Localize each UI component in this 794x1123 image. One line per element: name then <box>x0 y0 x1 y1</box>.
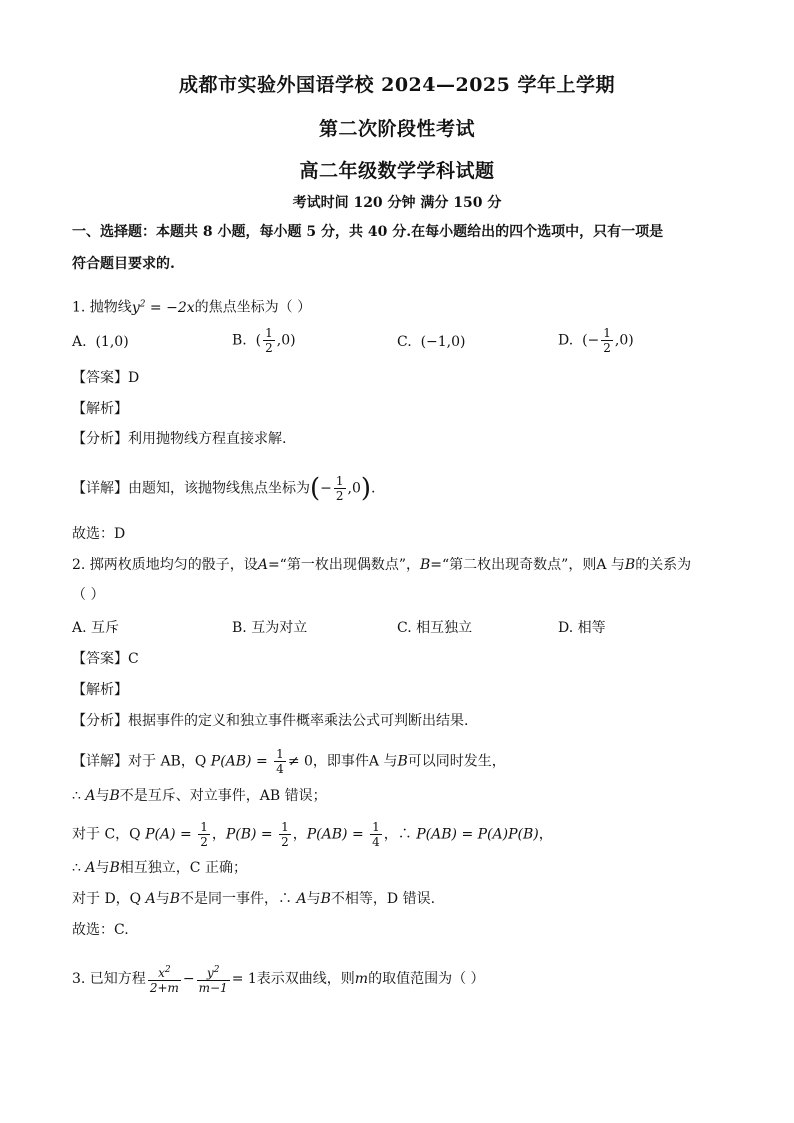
q3-frac-y: $\frac{y^2}{m-1}$ <box>198 965 228 995</box>
q1-option-d: D. (− $\frac{1}{2}$ ,0) <box>558 326 634 355</box>
question-2 <box>72 555 691 575</box>
q2-fenxi: 【分析】根据事件的定义和独立事件概率乘法公式可判断出结果. <box>72 713 469 729</box>
q2-for-c-text: 对于 C，Q <box>72 826 141 843</box>
q1-option-b-label: B. <box>232 332 247 349</box>
q2-option-c: C. 相互独立 <box>397 620 473 636</box>
q1-analysis: 【解析】 <box>72 401 128 417</box>
q2-detail-b: ，即事件A 与 <box>312 753 398 770</box>
q2-option-a: A. 互斥 <box>72 620 120 636</box>
section-heading: 一、选择题：本题共 8 小题，每小题 5 分，共 40 分.在每小题给出的四个选项中，只有一项是 <box>72 224 664 240</box>
q1-option-d-frac: $\frac{1}{2}$ <box>603 326 611 355</box>
q1-fenxi: 【分析】利用抛物线方程直接求解. <box>72 431 287 447</box>
q1-option-d-label: D. <box>558 332 574 349</box>
title-exam: 第二次阶段性考试 <box>318 118 475 140</box>
q2-for-d: 对于 D，Q A与B不是同一事件，∴ A与B不相等，D 错误. <box>72 891 436 907</box>
q2-indep-text: 相互独立，C 正确； <box>119 860 247 876</box>
q2-answer: 【答案】C <box>72 651 139 667</box>
q2-var-a: A <box>257 557 268 573</box>
q2-independent: ∴ A与B相互独立，C 正确； <box>72 860 247 876</box>
title-subject: 高二年级数学学科试题 <box>299 160 495 182</box>
exam-info: 考试时间 120 分钟 满分 150 分 <box>292 195 502 211</box>
q3-suffix: 表示双曲线，则 <box>256 971 355 987</box>
q3-suffix2: 的取值范围为（ ） <box>368 971 485 987</box>
q1-prefix: 1. 抛物线 <box>72 299 132 316</box>
q1-detail: 【详解】由题知，该抛物线焦点坐标为(− $\frac{1}{2}$ ,0). <box>72 473 376 504</box>
q3-frac-x: $\frac{x^2}{2+m}$ <box>149 965 179 995</box>
q1-equation: $y^2 = -2x$ <box>131 299 195 316</box>
q2-for-c: 对于 C，Q P(A) = $\frac{1}{2}$ ，P(B) = $\frac{1}{2}$ ，P(AB) = $\frac{1}{4}$ ，∴ P(AB) = P(A)P(B)， <box>72 820 553 849</box>
question-3: 3. 已知方程 $\frac{x^2}{2+m}$ − $\frac{y^2}{m-1}$ = 1表示双曲线，则m的取值范围为（ ） <box>72 965 485 995</box>
q1-choose: 故选：D <box>72 526 126 542</box>
q2-text-b: =“第一枚出现偶数点”， <box>267 557 420 573</box>
q2-for-d-c: 不相等，D 错误. <box>330 891 436 907</box>
q1-option-b: B. ( $\frac{1}{2}$ ,0) <box>232 326 296 355</box>
q1-detail-text: 【详解】由题知，该抛物线焦点坐标为 <box>72 480 310 497</box>
q2-choose: 故选：C. <box>72 922 129 938</box>
q1-option-c-label: C. <box>397 334 412 350</box>
q2-detail: 【详解】对于 AB，Q P(AB) = $\frac{1}{4}$ ≠ 0，即事件A 与B可以同时发生， <box>72 747 506 776</box>
q2-detail-a: 【详解】对于 AB，Q <box>72 753 207 770</box>
q2-text-a: 2. 掷两枚质地均匀的骰子，设 <box>72 557 258 573</box>
q1-option-a <box>72 332 129 352</box>
question-1 <box>72 294 311 318</box>
q3-prefix: 3. 已知方程 <box>72 971 146 987</box>
q2-var-b: B <box>419 557 431 573</box>
q2-detail-eq: P(AB) <box>210 753 252 770</box>
section-heading-cont: 符合题目要求的. <box>72 256 175 272</box>
q1-option-b-frac: $\frac{1}{2}$ <box>265 326 273 355</box>
q2-var-b2: B <box>624 557 636 573</box>
q2-detail-var: B <box>397 753 408 770</box>
q1-option-a-value: (1,0) <box>95 334 129 350</box>
q2-text-d: 的关系为 <box>635 557 692 573</box>
q2-detail-frac: $\frac{1}{4}$ <box>276 747 284 776</box>
q1-suffix: 的焦点坐标为（ ） <box>194 299 312 316</box>
q2-paren: （ ） <box>72 587 105 603</box>
q2-analysis: 【解析】 <box>72 682 128 698</box>
q2-option-b: B. 互为对立 <box>232 620 308 636</box>
q2-detail-c: 可以同时发生， <box>407 753 506 770</box>
q3-var-m: m <box>354 971 369 987</box>
q1-option-a-label: A. <box>72 334 87 350</box>
q2-for-d-b: 不是同一事件， <box>180 891 279 907</box>
q1-detail-frac: $\frac{1}{2}$ <box>335 474 344 503</box>
q1-option-c-value: (−1,0) <box>420 334 466 350</box>
q2-option-d: D. 相等 <box>558 620 606 636</box>
q1-option-c <box>397 332 466 352</box>
q1-answer: 【答案】D <box>72 370 140 386</box>
q2-not-exclusive: ∴ A与B不是互斥、对立事件，AB 错误； <box>72 788 327 804</box>
q2-for-d-a: 对于 D，Q <box>72 891 142 907</box>
title-school: 成都市实验外国语学校 2024—2025 学年上学期 <box>179 74 615 96</box>
q2-text-c: =“第二枚出现奇数点”，则A 与 <box>430 557 625 573</box>
q2-not-text: 不是互斥、对立事件，AB 错误； <box>119 788 327 804</box>
